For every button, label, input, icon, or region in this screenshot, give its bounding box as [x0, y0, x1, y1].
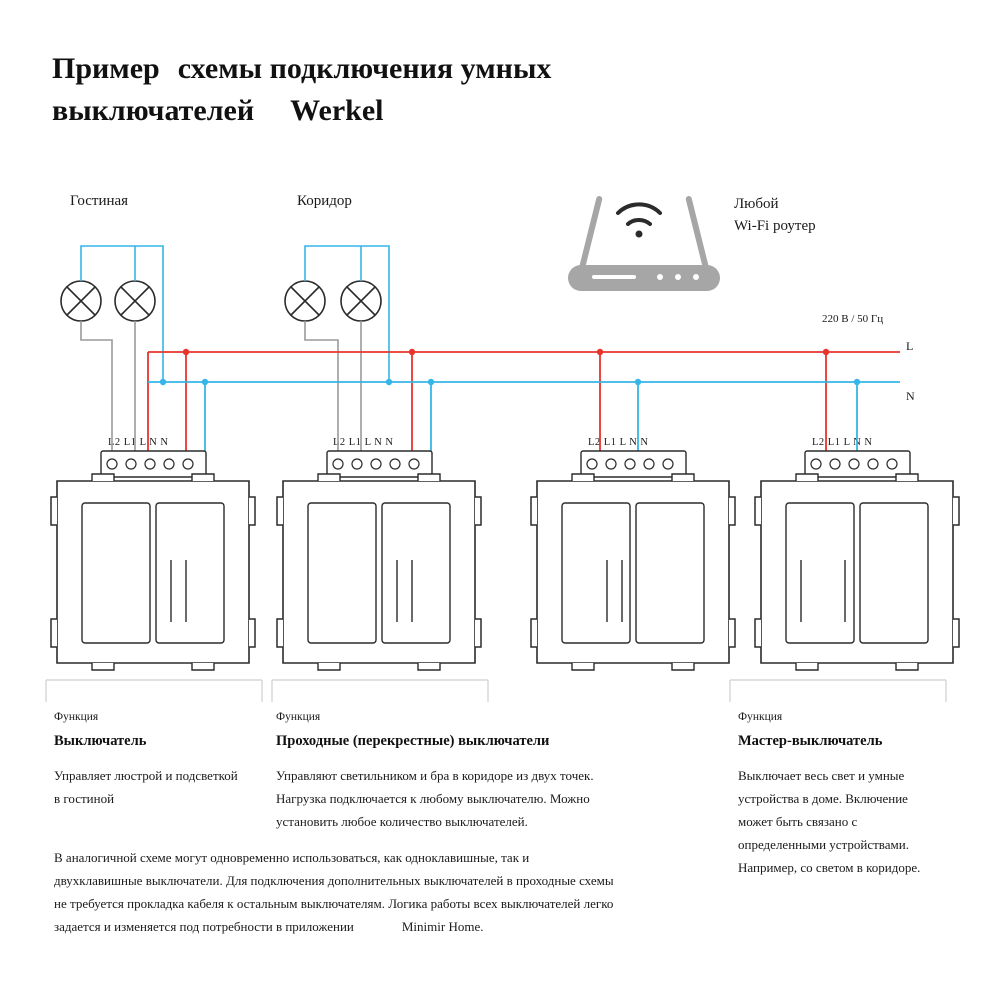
live-bus: [148, 352, 900, 452]
label-room-corridor: Коридор: [297, 193, 352, 209]
caption-1-title: Выключатель: [54, 733, 147, 749]
label-phase-n: N: [906, 389, 915, 403]
caption-3-body: Выключает весь свет и умные устройства в доме. Включение может быть связано с определенными устройствами. Например, со светом в коридоре.: [738, 768, 921, 875]
label-router-line1: Любой: [734, 196, 779, 212]
switch-device-1: [46, 451, 262, 702]
terminal-labels-switch-3: L2 L1 L N N: [588, 437, 649, 448]
label-router-line2: Wi-Fi роутер: [734, 218, 816, 234]
terminal-labels-switch-2: L2 L1 L N N: [333, 437, 394, 448]
neutral-bus: [148, 382, 900, 452]
terminal-labels-switch-1: L2 L1 L N N: [108, 437, 169, 448]
wifi-router-icon: [568, 195, 720, 291]
title-word-primer: Пример: [52, 52, 160, 85]
lamp-living-2: [115, 281, 155, 321]
page-title: [52, 48, 752, 132]
label-voltage: 220 В / 50 Гц: [822, 313, 884, 325]
live-bus-junctions: [183, 349, 829, 355]
title-brand: Werkel: [290, 94, 384, 127]
footer-app-name: Minimir Home.: [401, 919, 484, 934]
caption-2-func: Функция: [276, 711, 321, 723]
label-room-living: Гостиная: [70, 193, 129, 209]
lamp-living-1: [61, 281, 101, 321]
caption-2-body: Управляют светильником и бра в коридоре из двух точек. Нагрузка подключается к любому выключателю. Можно установить любое количество выключателей.: [276, 768, 594, 829]
switch-device-3: [531, 451, 735, 670]
switch-device-4: [730, 451, 959, 702]
load-wires: [81, 321, 361, 452]
caption-3-title: Мастер-выключатель: [738, 733, 883, 749]
footer-note: [54, 846, 614, 938]
lamp-corridor-2: [341, 281, 381, 321]
caption-2-title: Проходные (перекрестные) выключатели: [276, 733, 550, 749]
switch-device-2: [272, 451, 488, 702]
caption-3-func: Функция: [738, 711, 783, 723]
neutral-bus-junctions: [160, 379, 860, 385]
neutral-lamp-wires: [81, 246, 389, 382]
wifi-signal-icon: [618, 204, 660, 237]
terminal-labels-switch-4: L2 L1 L N N: [812, 437, 873, 448]
caption-1-func: Функция: [54, 711, 99, 723]
footer-text: В аналогичной схеме могут одновременно использоваться, как одноклавишные, так и двухклавишные выключатели. Для подключения дополнительных выключателей в проходные схемы не требуется прокладка кабеля к остальным выключателям. Логика работы всех выключателей легко задается и изменяется под потребности в приложении: [54, 850, 614, 934]
title-line1-rest: схемы подключения умных: [177, 52, 552, 85]
lamp-corridor-1: [285, 281, 325, 321]
label-phase-l: L: [906, 339, 914, 353]
title-line2-first: выключателей: [52, 94, 255, 127]
caption-1-body: Управляет люстрой и подсветкой в гостиной: [54, 768, 238, 806]
